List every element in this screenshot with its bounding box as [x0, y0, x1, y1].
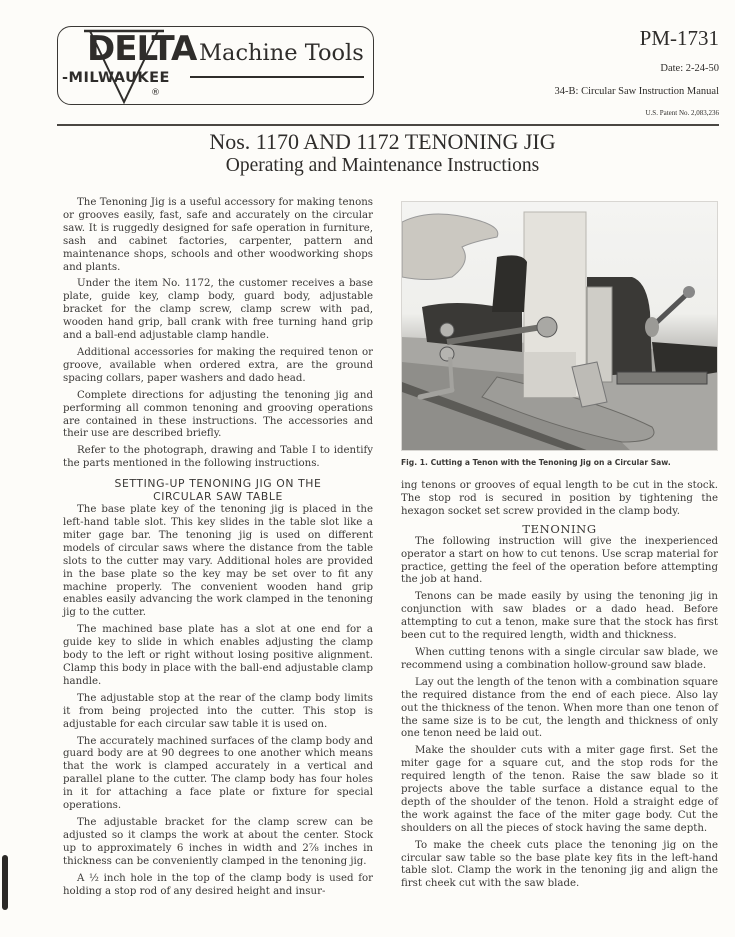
- manual-reference: 34-B: Circular Saw Instruction Manual: [554, 86, 719, 97]
- paragraph: Under the item No. 1172, the customer receives a base plate, guide key, clamp body, guard body, adjustable bracket for the clamp screw, clamp screw with pad, wooden hand grip, ball crank with free turning hand grip and a ball-end adjustable clamp handle.: [63, 278, 373, 342]
- logo-subbrand: -MILWAUKEE: [62, 70, 170, 86]
- paragraph: Refer to the photograph, drawing and Table I to identify the parts mentioned in the following instructions.: [63, 445, 373, 470]
- paragraph: Tenons can be made easily by using the tenoning jig in conjunction with saw blades or a dado head. Before attempting to cut a tenon, make sure that the stock has first been cut to the required length, width and thickness.: [401, 591, 718, 642]
- doc-date: Date: 2-24-50: [660, 63, 719, 74]
- header-divider: [57, 124, 719, 126]
- tenoning-jig-photo-icon: [402, 202, 718, 451]
- paragraph: The adjustable stop at the rear of the clamp body limits it from being projected into the cutter. This stop is adjustable for each circular saw table it is used on.: [63, 692, 373, 730]
- page-title: Nos. 1170 AND 1172 TENONING JIG: [209, 129, 556, 154]
- paragraph: Additional accessories for making the required tenon or groove, available when ordered extra, are the ground spacing collars, paper washers and dado head.: [63, 346, 373, 384]
- page-subtitle: Operating and Maintenance Instructions: [225, 155, 540, 176]
- right-column: [401, 480, 718, 895]
- scan-margin-mark: [2, 855, 8, 910]
- section-heading-setup: [63, 477, 373, 503]
- section-heading-line: SETTING-UP TENONING JIG ON THE: [114, 477, 322, 491]
- registered-mark: ®: [151, 88, 160, 98]
- section-heading-tenoning: TENONING: [522, 521, 597, 536]
- section-heading-line: CIRCULAR SAW TABLE: [153, 490, 283, 504]
- paragraph: To make the cheek cuts place the tenoning jig on the circular saw table so the base plate key fits in the left-hand table slot. Clamp the work in the tenoning jig and align the first cheek cut with the saw blade.: [401, 839, 718, 890]
- logo-tagline: Machine Tools: [199, 40, 364, 66]
- paragraph: Lay out the length of the tenon with a combination square the required distance from the end of each piece. Also lay out the thickness of the tenon. When more than one tenon of the same size is to be cut, the length and thickness of only one tenon need be laid out.: [401, 676, 718, 740]
- logo-rule: [190, 76, 364, 78]
- paragraph: The following instruction will give the inexperienced operator a start on how to cut tenons. Use scrap material for practice, getting the feel of the operation before attempting the job at hand.: [401, 535, 718, 586]
- paragraph: A ½ inch hole in the top of the clamp body is used for holding a stop rod of any desired height and insur-: [63, 872, 373, 897]
- paragraph: The accurately machined surfaces of the clamp body and guard body are at 90 degrees to one another which means that the work is clamped accurately in a vertical and parallel plane to the cutter. The clamp body has four holes in it for attaching a face plate or fixture for special operations.: [63, 735, 373, 812]
- paragraph: When cutting tenons with a single circular saw blade, we recommend using a combination hollow-ground saw blade.: [401, 646, 718, 671]
- paragraph: The base plate key of the tenoning jig is placed in the left-hand table slot. This key slides in the table slot like a miter gage bar. The tenoning jig is used on different models of circular saws where the distance from the table slots to the cutter may vary. Additional holes are provided in the base plate so the key may be set over to fit any machine properly. The convenient wooden hand grip enables easily advancing the work clamped in the tenoning jig to the cutter.: [63, 504, 373, 619]
- figure-photo: [401, 201, 718, 451]
- figure-caption: Fig. 1. Cutting a Tenon with the Tenoning Jig on a Circular Saw.: [401, 458, 671, 467]
- doc-number: PM-1731: [639, 26, 719, 50]
- paragraph: The machined base plate has a slot at one end for a guide key to slide in which enables adjusting the clamp body to the left or right without losing positive alignment. Clamp this body in place with the ball-end adjustable clamp handle.: [63, 624, 373, 687]
- paragraph: The adjustable bracket for the clamp screw can be adjusted so it clamps the work at about the center. Stock up to approximately 6 inches in width and 2⅞ inches in thickness can be conveniently clamped in the tenoning jig.: [63, 816, 373, 867]
- logo-brand: DELTA: [87, 29, 197, 69]
- paragraph: Make the shoulder cuts with a miter gage first. Set the miter gage for a square cut, and the stop rods for the required length of the tenon. Raise the saw blade so it projects above the table surface a distance equal to the depth of the shoulder of the tenon. Hold a straight edge of the work against the face of the miter gage body. Cut the shoulders on all the pieces of stock having the same depth.: [401, 745, 718, 834]
- left-column: [63, 197, 373, 902]
- patent-number: U.S. Patent No. 2,083,236: [645, 109, 719, 117]
- paragraph: Complete directions for adjusting the tenoning jig and performing all common tenoning and grooving operations are contained in these instructions. The accessories and their use are described briefly.: [63, 389, 373, 440]
- paragraph: ing tenons or grooves of equal length to be cut in the stock. The stop rod is secured in position by tightening the hexagon socket set screw provided in the clamp body.: [401, 480, 718, 517]
- paragraph: The Tenoning Jig is a useful accessory for making tenons or grooves easily, fast, safe and accurately on the circular saw. It is ruggedly designed for safe operation in furniture, sash and cabinet factories, carpenter, pattern and maintenance shops, schools and other woodworking shops and plants.: [63, 197, 373, 273]
